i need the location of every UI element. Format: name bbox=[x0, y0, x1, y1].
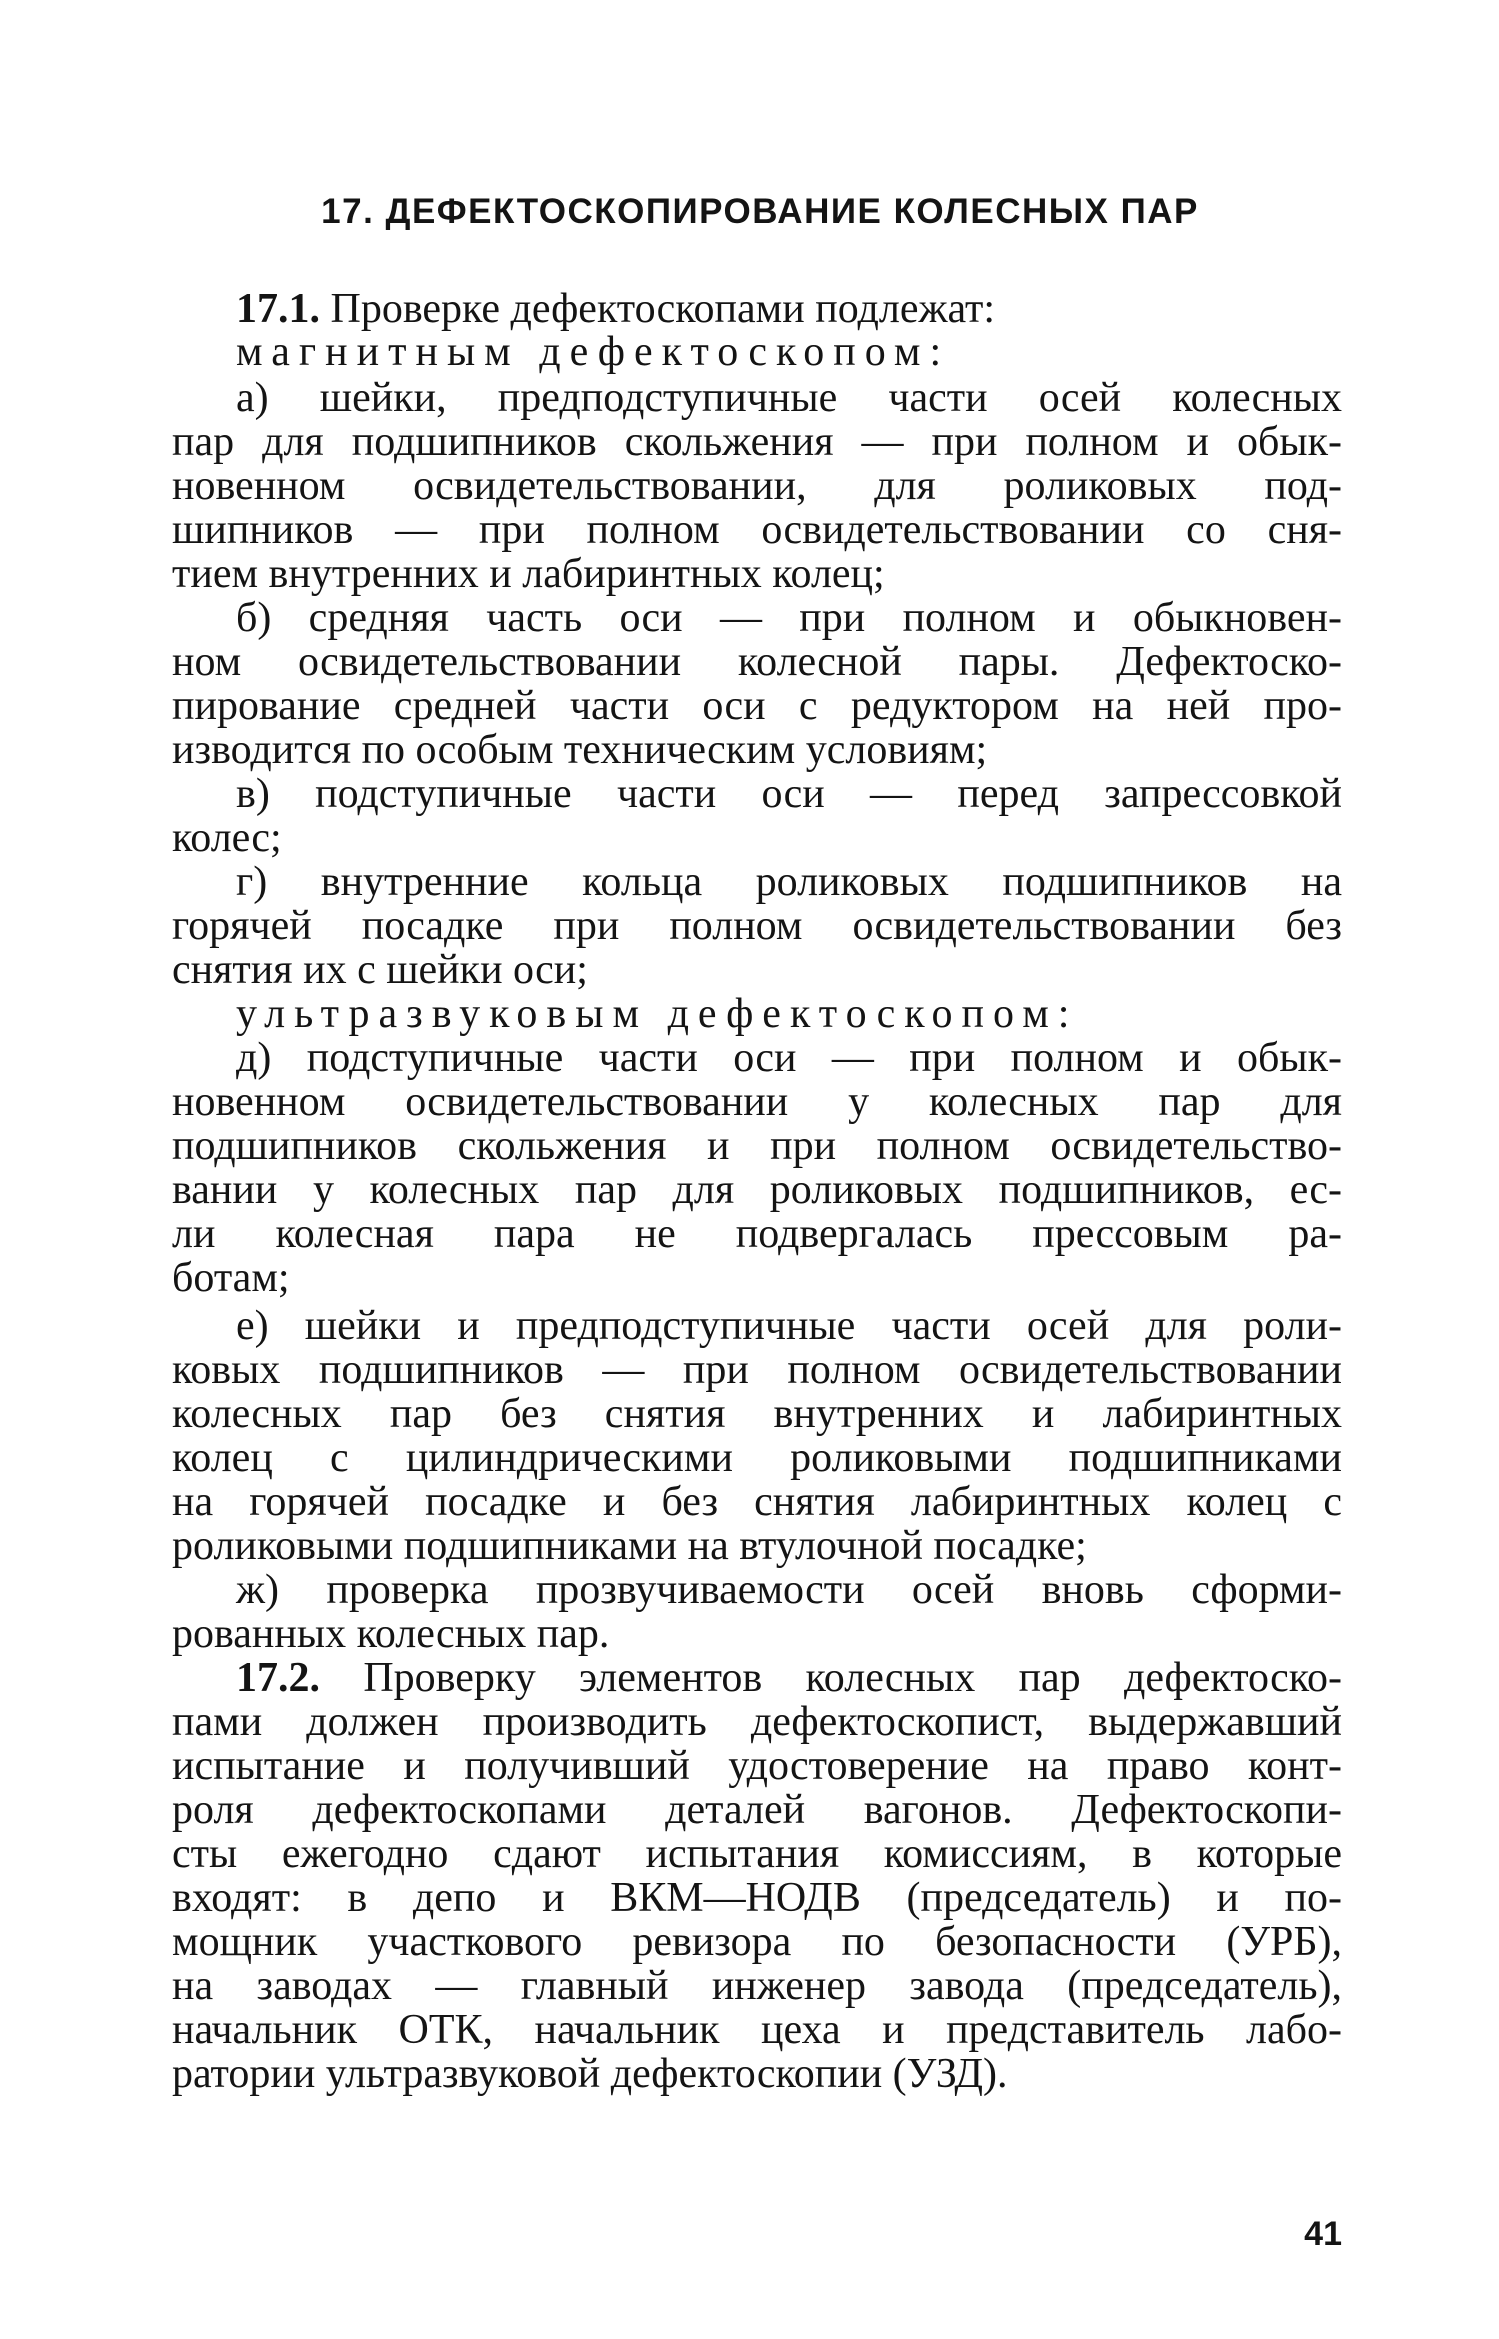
text-line: д) подступичные части оси — при полном и обык- bbox=[236, 1035, 1342, 1081]
text-line: на горячей посадке и без снятия лабиринтных колец с bbox=[172, 1479, 1342, 1525]
text-line: пирование средней части оси с редуктором на ней про- bbox=[172, 683, 1342, 729]
text-line: рованных колесных пар. bbox=[172, 1611, 610, 1657]
text-line: пар для подшипников скольжения — при полном и обык- bbox=[172, 419, 1342, 465]
text-line: ботам; bbox=[172, 1255, 290, 1301]
text-line: 17.1. Проверке дефектоскопами подлежат: bbox=[236, 286, 996, 332]
text-line: колесных пар без снятия внутренних и лабиринтных bbox=[172, 1391, 1342, 1437]
text-line: ратории ультразвуковой дефектоскопии (УЗД). bbox=[172, 2051, 1008, 2097]
text-line: тием внутренних и лабиринтных колец; bbox=[172, 551, 885, 597]
text-line: мощник участкового ревизора по безопасности (УРБ), bbox=[172, 1919, 1342, 1965]
text-line: ном освидетельствовании колесной пары. Дефектоско- bbox=[172, 639, 1342, 685]
section-number: 17.1. bbox=[236, 286, 320, 332]
text-line: новенном освидетельствовании, для роликовых под- bbox=[172, 463, 1342, 509]
text-line: входят: в депо и ВКМ—НОДВ (председатель) и по- bbox=[172, 1875, 1342, 1921]
text-line: ли колесная пара не подвергалась прессовым ра- bbox=[172, 1211, 1342, 1257]
text-line: испытание и получивший удостоверение на право конт- bbox=[172, 1743, 1342, 1789]
text-line: в) подступичные части оси — перед запрессовкой bbox=[236, 771, 1342, 817]
text-line: горячей посадке при полном освидетельствовании без bbox=[172, 903, 1342, 949]
text-line: сты ежегодно сдают испытания комиссиям, в которые bbox=[172, 1831, 1342, 1877]
section-number: 17.2. bbox=[236, 1655, 320, 1701]
text-line: б) средняя часть оси — при полном и обыкновен- bbox=[236, 595, 1342, 641]
text-line: вании у колесных пар для роликовых подшипников, ес- bbox=[172, 1167, 1342, 1213]
text-line: роликовыми подшипниками на втулочной посадке; bbox=[172, 1523, 1087, 1569]
text-line: ж) проверка прозвучиваемости осей вновь сформи- bbox=[236, 1567, 1342, 1613]
text-line: а) шейки, предподступичные части осей колесных bbox=[236, 375, 1342, 421]
text-line: изводится по особым техническим условиям; bbox=[172, 727, 988, 773]
text-line: колес; bbox=[172, 815, 282, 861]
text-line: шипников — при полном освидетельствовании со сня- bbox=[172, 507, 1342, 553]
text-line: на заводах — главный инженер завода (председатель), bbox=[172, 1963, 1342, 2009]
text-line: пами должен производить дефектоскопист, выдержавший bbox=[172, 1699, 1342, 1745]
text-line: начальник ОТК, начальник цеха и представитель лабо- bbox=[172, 2007, 1342, 2053]
text-line: новенном освидетельствовании у колесных пар для bbox=[172, 1079, 1342, 1125]
text-line: снятия их с шейки оси; bbox=[172, 947, 588, 993]
page-title: 17. ДЕФЕКТОСКОПИРОВАНИЕ КОЛЕСНЫХ ПАР bbox=[321, 192, 1199, 231]
page-number: 41 bbox=[1304, 2215, 1342, 2253]
text-line: подшипников скольжения и при полном освидетельство- bbox=[172, 1123, 1342, 1169]
text-line: ковых подшипников — при полном освидетельствовании bbox=[172, 1347, 1342, 1393]
text-line: роля дефектоскопами деталей вагонов. Дефектоскопи- bbox=[172, 1787, 1342, 1833]
text-line: г) внутренние кольца роликовых подшипников на bbox=[236, 859, 1342, 905]
text-line: ультразвуковым дефектоскопом: bbox=[236, 991, 1079, 1037]
text-line: 17.2. Проверку элементов колесных пар дефектоско- bbox=[236, 1655, 1342, 1701]
text-line: колец с цилиндрическими роликовыми подшипниками bbox=[172, 1435, 1342, 1481]
text-line: е) шейки и предподступичные части осей для роли- bbox=[236, 1303, 1342, 1349]
text-line: магнитным дефектоскопом: bbox=[236, 329, 951, 375]
